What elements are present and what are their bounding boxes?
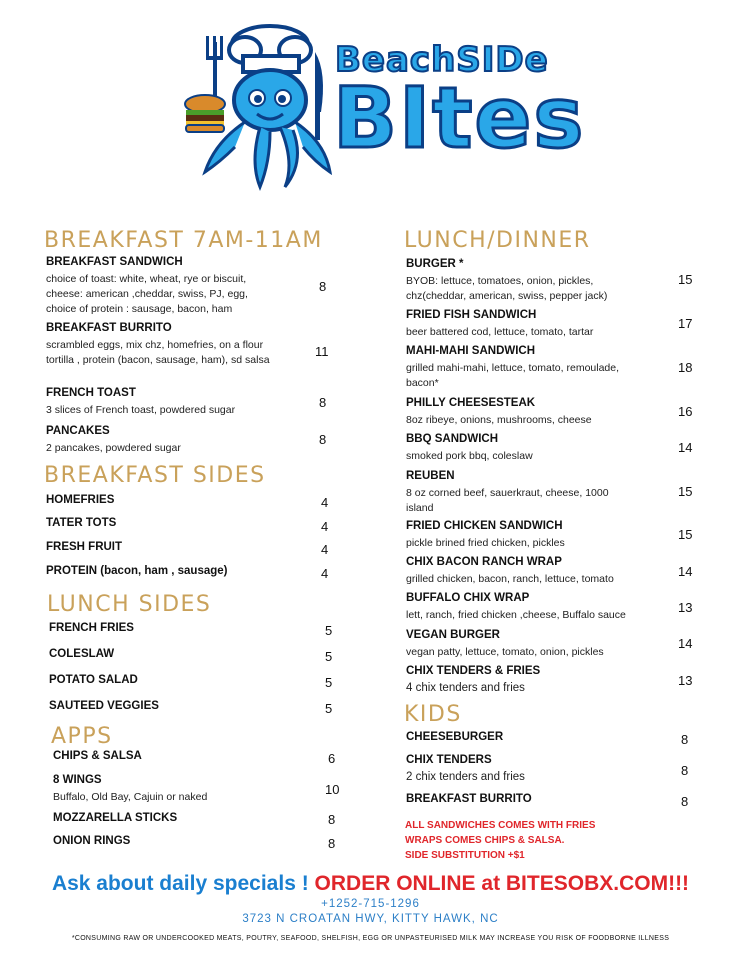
item-price: 15: [678, 527, 693, 542]
item-desc: vegan patty, lettuce, tomato, onion, pickles: [406, 646, 604, 658]
item-price: 4: [321, 519, 329, 534]
item-price: 11: [315, 344, 329, 359]
side-item: [49, 699, 349, 714]
item-desc: 3 slices of French toast, powdered sugar: [46, 404, 236, 416]
item-price: 10: [325, 782, 340, 797]
item-name: BURGER *: [406, 258, 464, 270]
lunch-sides-heading: LUNCH SIDES: [47, 592, 212, 617]
item-name: COLESLAW: [49, 648, 115, 660]
daily-specials-text: Ask about daily specials !: [51, 872, 309, 895]
item-name: CHIX TENDERS: [406, 754, 492, 766]
item-price: 14: [678, 440, 693, 455]
logo-title-beachside: BeachSIDe: [335, 40, 549, 80]
item-price: 14: [678, 564, 693, 579]
item-name: ONION RINGS: [53, 835, 131, 847]
menu-item: [406, 469, 706, 516]
item-name: BBQ SANDWICH: [406, 433, 498, 445]
menu-item: [46, 321, 346, 368]
phone-number[interactable]: +1252-715-1296: [321, 898, 420, 910]
item-desc: 8 oz corned beef, sauerkraut, cheese, 1000 island: [406, 487, 609, 514]
item-price: 14: [678, 636, 693, 651]
item-desc: BYOB: lettuce, tomatoes, onion, pickles, chz(cheddar, american, swiss, pepper jack): [406, 275, 608, 302]
item-name: VEGAN BURGER: [406, 629, 500, 641]
item-name: REUBEN: [406, 470, 455, 482]
item-name: BUFFALO CHIX WRAP: [406, 592, 530, 604]
item-name: BREAKFAST BURRITO: [46, 322, 172, 334]
side-item: [49, 673, 349, 688]
item-name: CHIX BACON RANCH WRAP: [406, 556, 562, 568]
item-price: 13: [678, 673, 693, 688]
item-price: 4: [321, 495, 329, 510]
item-desc: 4 chix tenders and fries: [406, 682, 525, 694]
kids-heading: KIDS: [404, 702, 462, 727]
menu-item: [406, 344, 706, 391]
address: 3723 N CROATAN HWY, KITTY HAWK, NC: [242, 913, 499, 925]
menu-item: [406, 432, 706, 464]
logo-title-bites: BItes: [333, 69, 586, 167]
item-desc: scrambled eggs, mix chz, homefries, on a flour tortilla , protein (bacon, sausage, ham), sd salsa: [46, 339, 270, 366]
item-desc: 2 pancakes, powdered sugar: [46, 442, 181, 454]
side-item: [46, 540, 346, 555]
kids-item: [406, 792, 706, 807]
specials-banner: [0, 872, 741, 896]
item-desc: grilled mahi-mahi, lettuce, tomato, remoulade, bacon*: [406, 362, 620, 389]
menu-item: [406, 555, 706, 587]
item-name: POTATO SALAD: [49, 674, 138, 686]
menu-item: [46, 424, 346, 456]
menu-notes: [405, 818, 595, 863]
item-name: FRESH FRUIT: [46, 541, 123, 553]
item-name: FRENCH TOAST: [46, 387, 136, 399]
item-name: FRIED FISH SANDWICH: [406, 309, 537, 321]
item-desc: grilled chicken, bacon, ranch, lettuce, tomato: [406, 573, 614, 585]
item-price: 16: [678, 404, 693, 419]
app-item: [53, 749, 353, 764]
item-name: CHEESEBURGER: [406, 731, 504, 743]
item-name: CHIX TENDERS & FRIES: [406, 665, 541, 677]
app-item: [53, 834, 353, 849]
item-price: 8: [681, 794, 689, 809]
item-name: TATER TOTS: [46, 517, 117, 529]
item-desc: 8oz ribeye, onions, mushrooms, cheese: [406, 414, 592, 426]
item-name: PROTEIN (bacon, ham , sausage): [46, 565, 228, 577]
item-desc: lett, ranch, fried chicken ,cheese, Buffalo sauce: [406, 609, 626, 621]
item-price: 8: [319, 432, 327, 447]
item-price: 5: [325, 623, 333, 638]
item-name: MOZZARELLA STICKS: [53, 812, 178, 824]
note-sandwiches: ALL SANDWICHES COMES WITH FRIES: [405, 820, 596, 831]
item-desc: pickle brined fried chicken, pickles: [406, 537, 565, 549]
item-desc: 2 chix tenders and fries: [406, 771, 525, 783]
note-wraps: WRAPS COMES CHIPS & SALSA.: [405, 835, 565, 846]
item-name: BREAKFAST BURRITO: [406, 793, 532, 805]
item-price: 15: [678, 272, 693, 287]
menu-item: [406, 257, 706, 304]
item-name: MAHI-MAHI SANDWICH: [406, 345, 536, 357]
item-name: FRIED CHICKEN SANDWICH: [406, 520, 563, 532]
item-name: PANCAKES: [46, 425, 110, 437]
item-name: BREAKFAST SANDWICH: [46, 256, 183, 268]
food-safety-disclaimer: *CONSUMING RAW OR UNDERCOOKED MEATS, POUTRY, SEAFOOD, SHELFISH, EGG OR UNPASTEURISED MILK MAY INCREASE YOU RISK OF FOODBORNE ILLNESS: [71, 935, 670, 942]
apps-heading: APPS: [51, 724, 113, 749]
side-item: [49, 621, 349, 636]
item-price: 8: [328, 836, 336, 851]
breakfast-heading: BREAKFAST 7AM-11AM: [44, 228, 323, 253]
item-price: 8: [319, 279, 327, 294]
menu-item: [46, 255, 346, 317]
breakfast-sides-heading: BREAKFAST SIDES: [44, 463, 266, 488]
side-item: [49, 647, 349, 662]
item-price: 8: [319, 395, 327, 410]
item-name: SAUTEED VEGGIES: [49, 700, 159, 712]
logo: [175, 22, 586, 192]
item-price: 8: [681, 763, 689, 778]
item-desc: Buffalo, Old Bay, Cajuin or naked: [53, 791, 208, 803]
item-price: 8: [681, 732, 689, 747]
menu-item: [406, 308, 706, 340]
side-item: [46, 564, 346, 579]
menu-item: [406, 519, 706, 551]
item-desc: choice of toast: white, wheat, rye or biscuit, cheese: american ,cheddar, swiss, PJ, egg, choice of protein : sausage, bacon, ham: [46, 273, 248, 315]
octopus-chef-mascot-icon: [175, 22, 335, 192]
item-desc: smoked pork bbq, coleslaw: [406, 450, 533, 462]
item-price: 17: [678, 316, 693, 331]
item-price: 6: [328, 751, 336, 766]
app-item: [53, 773, 353, 805]
item-name: PHILLY CHEESESTEAK: [406, 397, 536, 409]
item-name: HOMEFRIES: [46, 494, 115, 506]
kids-item: [406, 753, 706, 785]
note-substitution: SIDE SUBSTITUTION +$1: [405, 850, 525, 861]
item-name: 8 WINGS: [53, 774, 102, 786]
order-online-link[interactable]: ORDER ONLINE at BITESOBX.COM!!!: [314, 872, 690, 895]
item-price: 5: [325, 649, 333, 664]
item-price: 8: [328, 812, 336, 827]
side-item: [46, 516, 346, 531]
menu-item: [406, 396, 706, 428]
menu-item: [406, 628, 706, 660]
side-item: [46, 493, 346, 508]
menu-item: [406, 591, 706, 623]
menu-item: [46, 386, 346, 418]
item-price: 18: [678, 360, 693, 375]
kids-item: [406, 730, 706, 745]
item-price: 4: [321, 566, 329, 581]
lunch-dinner-heading: LUNCH/DINNER: [404, 228, 591, 253]
item-desc: beer battered cod, lettuce, tomato, tartar: [406, 326, 594, 338]
item-price: 5: [325, 701, 333, 716]
item-price: 15: [678, 484, 693, 499]
item-name: FRENCH FRIES: [49, 622, 134, 634]
menu-item: [406, 664, 706, 696]
item-price: 13: [678, 600, 693, 615]
item-price: 5: [325, 675, 333, 690]
item-price: 4: [321, 542, 329, 557]
app-item: [53, 811, 353, 826]
item-name: CHIPS & SALSA: [53, 750, 142, 762]
